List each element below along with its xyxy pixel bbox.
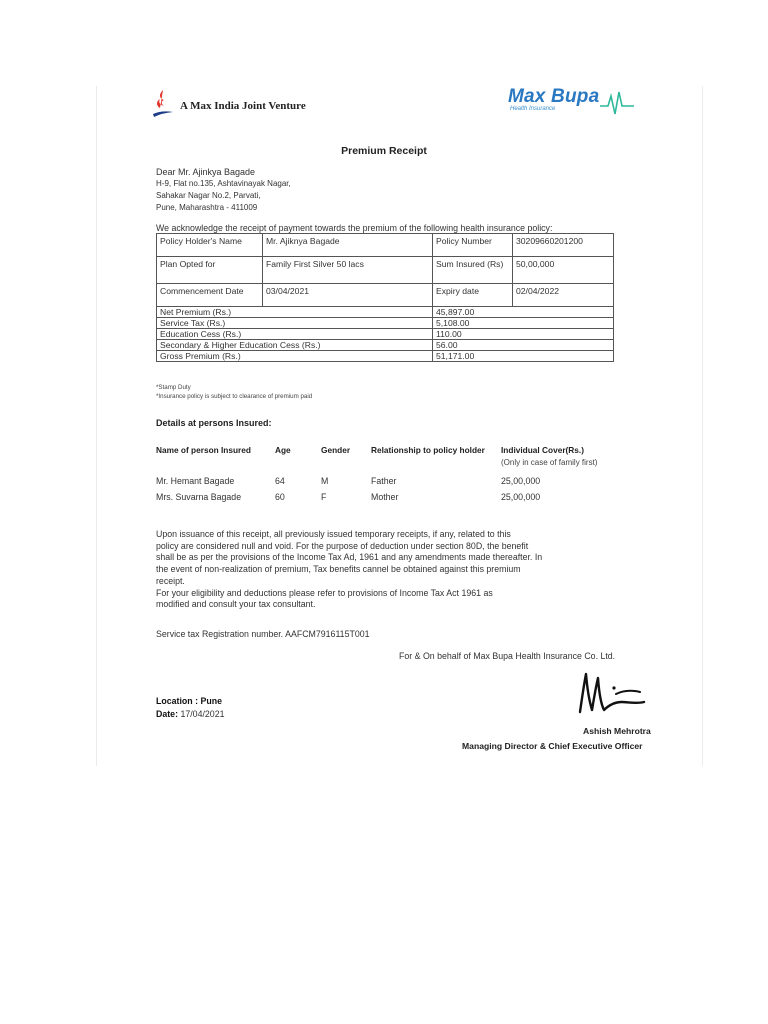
col-name-header: Name of person Insured (156, 445, 251, 455)
persons-heading: Details at persons Insured: (156, 418, 272, 428)
edu-cess-label: Education Cess (Rs.) (157, 329, 433, 340)
terms-line: modified and consult your tax consultant. (156, 599, 316, 610)
table-row (157, 284, 614, 307)
person-name: Mr. Hemant Bagade (156, 476, 235, 486)
net-premium-label: Net Premium (Rs.) (157, 307, 433, 318)
person-cover: 25,00,000 (501, 476, 541, 486)
person-gender: F (321, 492, 327, 502)
terms-line: receipt. (156, 575, 185, 586)
flame-icon (152, 88, 174, 118)
plan-label: Plan Opted for (157, 257, 263, 284)
person-relationship: Mother (371, 492, 399, 502)
signatory-name: Ashish Mehrotra (583, 726, 651, 736)
joint-venture-text: A Max India Joint Venture (180, 100, 306, 112)
terms-line: the event of non-realization of premium, Tax benefits cannel be obtained against this premium (156, 564, 521, 575)
service-tax-value: 5,108.00 (433, 318, 614, 329)
stamp-duty-note: *Stamp Duty (156, 384, 191, 391)
number-value: 30209660201200 (513, 234, 614, 257)
max-india-logo (152, 88, 306, 118)
terms-paragraph (156, 529, 626, 611)
expiry-value: 02/04/2022 (513, 284, 614, 307)
col-gender-header: Gender (321, 445, 351, 455)
number-label: Policy Number (433, 234, 513, 257)
footnotes (156, 383, 312, 401)
commencement-label: Commencement Date (157, 284, 263, 307)
net-premium-value: 45,897.00 (433, 307, 614, 318)
brand-tagline: Health Insurance (510, 106, 556, 112)
location-label: Location : Pune (156, 696, 222, 706)
col-cover-header: Individual Cover(Rs.) (501, 445, 584, 455)
service-tax-label: Service Tax (Rs.) (157, 318, 433, 329)
table-row (157, 351, 614, 362)
terms-line: policy are considered null and void. For the purpose of deduction under section 80D, the benefit (156, 540, 529, 551)
table-row (157, 307, 614, 318)
col-age-header: Age (275, 445, 291, 455)
terms-line: shall be as per the provisions of the Income Tax Ad, 1961 and any amendments made thereafter. In (156, 552, 543, 563)
gross-premium-value: 51,171.00 (433, 351, 614, 362)
location-date-block (156, 695, 224, 721)
max-bupa-logo (508, 86, 599, 112)
terms-line: Upon issuance of this receipt, all previously issued temporary receipts, if any, related to this (156, 529, 511, 539)
commencement-value: 03/04/2021 (263, 284, 433, 307)
table-row (157, 257, 614, 284)
person-relationship: Father (371, 476, 397, 486)
table-row (157, 234, 614, 257)
brand-name: Max Bupa (508, 86, 600, 107)
holder-value: Mr. Ajiknya Bagade (263, 234, 433, 257)
policy-table (156, 233, 614, 362)
terms-line: For your eligibility and deductions please refer to provisions of Income Tax Act 1961 as (156, 587, 493, 598)
person-gender: M (321, 476, 329, 486)
page-right-edge (702, 86, 703, 766)
clearance-note: *Insurance policy is subject to clearance of premium paid (156, 393, 313, 400)
col-relationship-header: Relationship to policy holder (371, 445, 485, 455)
person-age: 64 (275, 476, 285, 486)
sec-cess-value: 56.00 (433, 340, 614, 351)
acknowledgement-text: We acknowledge the receipt of payment towards the premium of the following health insurance policy: (156, 223, 553, 233)
gross-premium-label: Gross Premium (Rs.) (157, 351, 433, 362)
salutation: Dear Mr. Ajinkya Bagade (156, 167, 256, 177)
address-line-3: Pune, Maharashtra - 411009 (156, 203, 258, 212)
sum-value: 50,00,000 (513, 257, 614, 284)
signature-image (570, 668, 654, 720)
holder-label: Policy Holder's Name (157, 234, 263, 257)
col-cover-note: (Only in case of family first) (501, 458, 598, 467)
address-line-1: H-9, Flat no.135, Ashtavinayak Nagar, (156, 179, 291, 188)
sec-cess-label: Secondary & Higher Education Cess (Rs.) (157, 340, 433, 351)
date-value: 17/04/2021 (180, 709, 225, 719)
date-label: Date: (156, 709, 178, 719)
person-age: 60 (275, 492, 285, 502)
heartbeat-icon (600, 90, 634, 116)
table-row (157, 329, 614, 340)
edu-cess-value: 110.00 (433, 329, 614, 340)
table-row (157, 318, 614, 329)
service-tax-registration: Service tax Registration number. AAFCM7916115T001 (156, 629, 370, 639)
person-name: Mrs. Suvarna Bagade (156, 492, 242, 502)
on-behalf-text: For & On behalf of Max Bupa Health Insurance Co. Ltd. (399, 651, 616, 661)
page-left-edge (96, 86, 97, 766)
page-title: Premium Receipt (341, 145, 427, 157)
person-cover: 25,00,000 (501, 492, 541, 502)
address-line-2: Sahakar Nagar No.2, Parvati, (156, 191, 261, 200)
plan-value: Family First Silver 50 lacs (263, 257, 433, 284)
table-row (157, 340, 614, 351)
addressee-block (156, 166, 291, 214)
sum-label: Sum Insured (Rs) (433, 257, 513, 284)
signatory-title: Managing Director & Chief Executive Officer (462, 741, 643, 751)
expiry-label: Expiry date (433, 284, 513, 307)
